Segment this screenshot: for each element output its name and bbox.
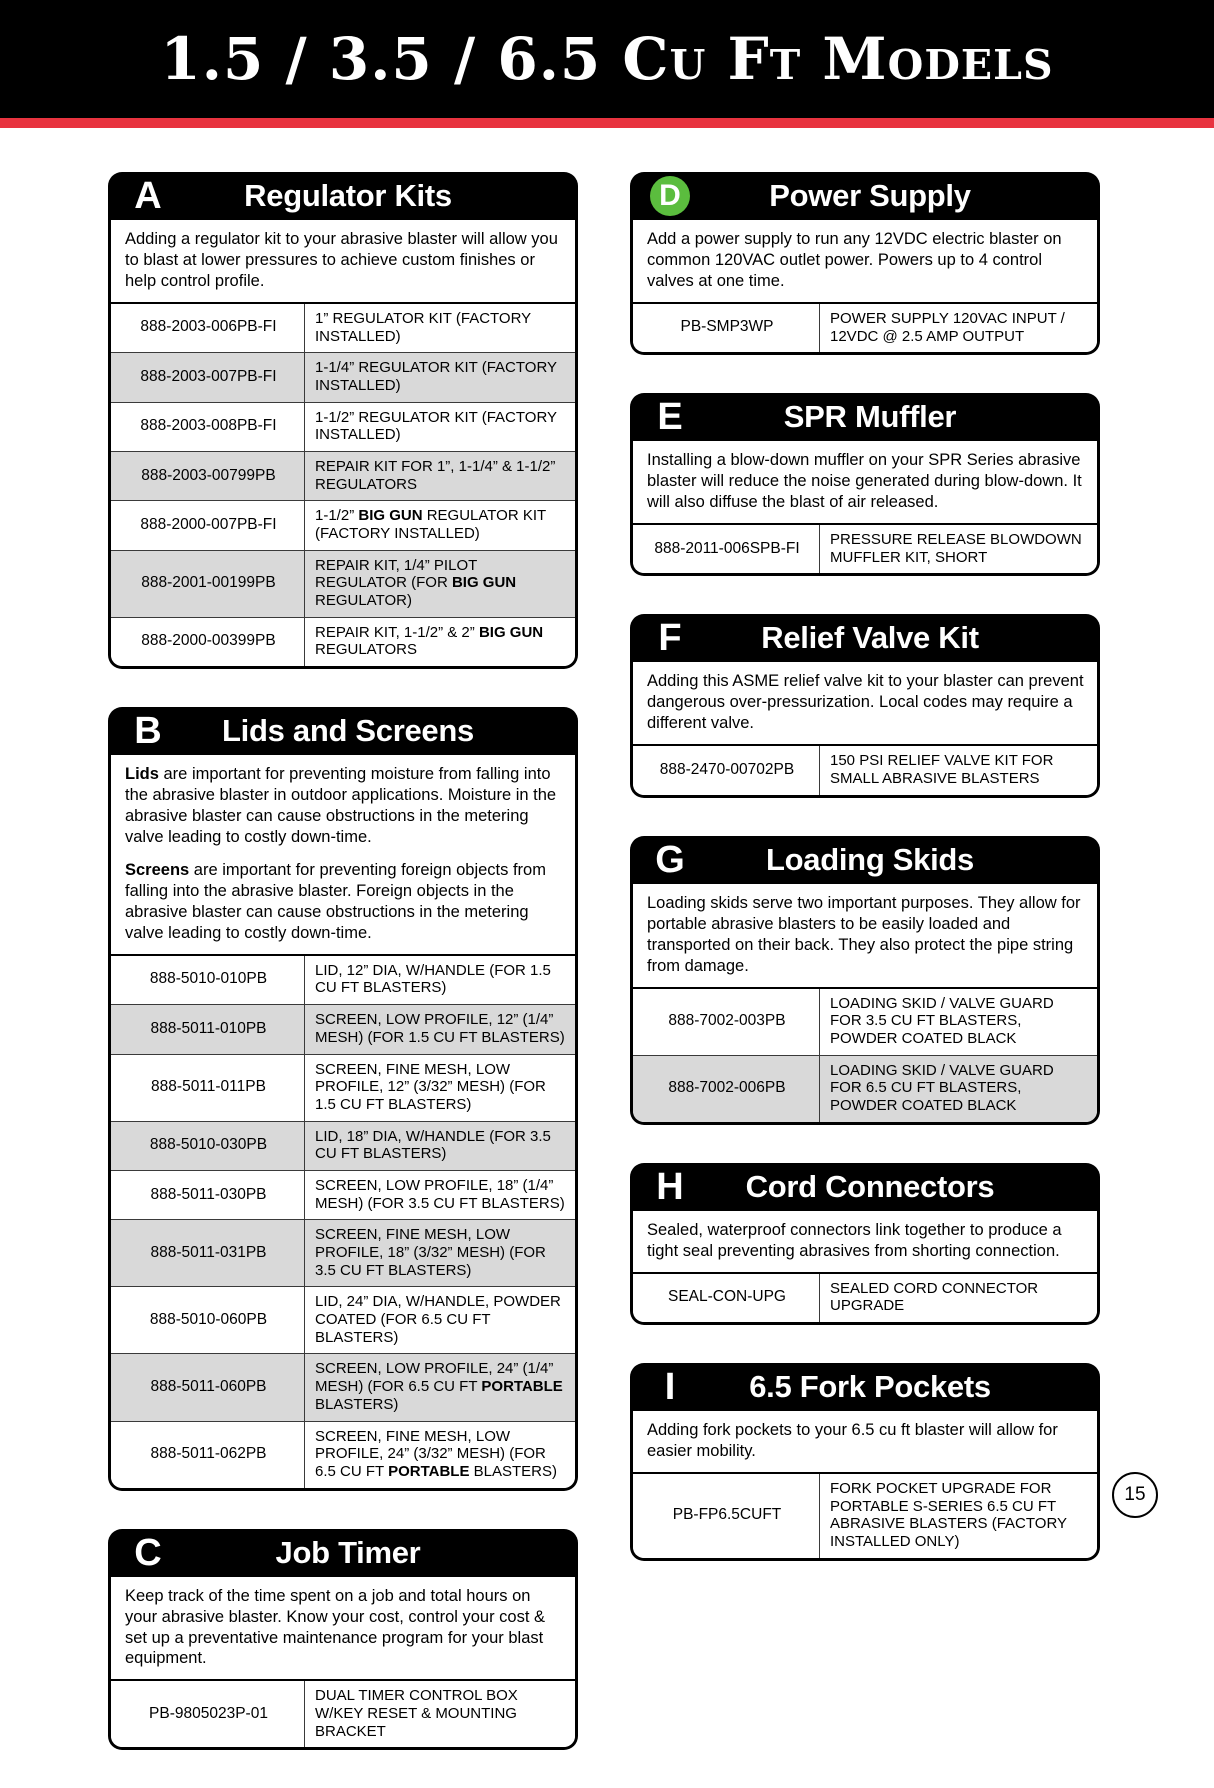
section-header [630,1163,1100,1211]
section-description [633,1211,1097,1274]
part-description-cell: 1” REGULATOR KIT (FACTORY INSTALLED) [305,304,576,353]
part-description-cell: REPAIR KIT, 1-1/2” & 2” BIG GUN REGULATORS [305,617,576,666]
part-description-cell: SCREEN, LOW PROFILE, 12” (1/4” MESH) (FOR 1.5 CU FT BLASTERS) [305,1005,576,1054]
part-description-cell: SCREEN, FINE MESH, LOW PROFILE, 24” (3/32” MESH) (FOR 6.5 CU FT PORTABLE BLASTERS) [305,1421,576,1488]
section-title: Cord Connectors [745,1168,995,1204]
section-title: Job Timer [275,1534,421,1570]
section-description [633,441,1097,525]
section-letter-g: G [655,838,685,881]
section-description [111,755,575,956]
section-description [111,1577,575,1682]
section-description [633,220,1097,304]
description-paragraph: Screens are important for preventing foreign objects from falling into the abrasive blaster. Foreign objects in the abrasive blaster can cause obstructions in the metering valve leading to costly down-time. [125,860,546,942]
table-row [111,1054,575,1121]
table-row [111,501,575,550]
part-description-cell: 1-1/2” BIG GUN REGULATOR KIT (FACTORY INSTALLED) [305,501,576,550]
section-title: Relief Valve Kit [761,620,979,656]
section-header [630,172,1100,220]
part-number-cell: 888-2003-006PB-FI [111,304,305,353]
description-paragraph: Lids are important for preventing moisture from falling into the abrasive blaster in outdoor applications. Moisture in the abrasive blaster can cause obstructions in the metering valve leading to costly down-time. [125,765,557,847]
parts-table [633,525,1097,573]
section-body [630,884,1100,1125]
section-body [108,220,578,669]
part-number-cell: 888-2003-00799PB [111,451,305,500]
right-column [630,172,1100,1788]
table-row [633,746,1097,794]
table-row [111,1287,575,1354]
part-number-cell: 888-2000-00399PB [111,617,305,666]
section-title: Regulator Kits [244,178,452,213]
section-title: SPR Muffler [783,399,957,435]
part-description-cell: LID, 12” DIA, W/HANDLE (FOR 1.5 CU FT BLASTERS) [305,956,576,1005]
section-letter-f: F [658,617,682,660]
section-body [630,441,1100,576]
part-number-cell: PB-9805023P-01 [111,1681,305,1747]
part-description-cell: REPAIR KIT FOR 1”, 1-1/4” & 1-1/2” REGULATORS [305,451,576,500]
table-row [633,1274,1097,1322]
left-column [108,172,578,1788]
part-number-cell: 888-2003-008PB-FI [111,402,305,451]
section-g [630,836,1100,1125]
part-number-cell: 888-5010-060PB [111,1287,305,1354]
section-description [633,884,1097,989]
part-description-cell: REPAIR KIT, 1/4” PILOT REGULATOR (FOR BIG GUN REGULATOR) [305,550,576,617]
page-title: 1.5 / 3.5 / 6.5 Cu Ft Models [160,25,1054,93]
section-header [630,836,1100,884]
part-number-cell: 888-5011-062PB [111,1421,305,1488]
section-header [108,1529,578,1577]
part-number-cell: 888-5011-011PB [111,1054,305,1121]
table-row [633,1055,1097,1122]
part-description-cell: SCREEN, LOW PROFILE, 18” (1/4” MESH) (FOR 3.5 CU FT BLASTERS) [305,1170,576,1219]
section-e [630,393,1100,576]
description-paragraph: Installing a blow-down muffler on your SPR Series abrasive blaster will reduce the noise generated during blow-down. It will also diffuse the blast of air released. [647,451,1082,512]
section-letter-e: E [657,396,683,439]
parts-table [111,304,575,666]
section-body [630,1411,1100,1561]
description-paragraph: Adding this ASME relief valve kit to your blaster can prevent dangerous over-pressurization. Local codes may require a different valve. [647,672,1084,733]
description-paragraph: Loading skids serve two important purposes. They allow for portable abrasive blasters to be easily loaded and transported on their back. They also protect the pipe string from damage. [647,893,1081,975]
section-body [630,220,1100,355]
table-row [111,1005,575,1054]
parts-table [633,746,1097,794]
part-description-cell: LOADING SKID / VALVE GUARD FOR 6.5 CU FT BLASTERS, POWDER COATED BLACK [820,1055,1098,1122]
part-description-cell: DUAL TIMER CONTROL BOX W/KEY RESET & MOUNTING BRACKET [305,1681,576,1747]
section-letter-c: C [134,1531,162,1574]
part-number-cell: 888-2470-00702PB [633,746,820,794]
table-row [111,1681,575,1747]
parts-table [633,1474,1097,1558]
part-description-cell: SEALED CORD CONNECTOR UPGRADE [820,1274,1098,1322]
parts-table [633,1274,1097,1322]
part-number-cell: 888-5011-060PB [111,1354,305,1421]
part-number-cell: 888-5011-030PB [111,1170,305,1219]
page-body [0,128,1214,1788]
table-row [111,353,575,402]
part-description-cell: SCREEN, FINE MESH, LOW PROFILE, 18” (3/32” MESH) (FOR 3.5 CU FT BLASTERS) [305,1220,576,1287]
section-body [108,1577,578,1751]
part-description-cell: 1-1/2” REGULATOR KIT (FACTORY INSTALLED) [305,402,576,451]
section-letter-badge: D [650,176,690,216]
section-title: 6.5 Fork Pockets [749,1368,991,1404]
part-description-cell: SCREEN, LOW PROFILE, 24” (1/4” MESH) (FOR 6.5 CU FT PORTABLE BLASTERS) [305,1354,576,1421]
section-b [108,707,578,1490]
section-header [108,707,578,755]
table-row [633,304,1097,352]
section-header [630,614,1100,662]
table-row [111,402,575,451]
section-header [630,1363,1100,1411]
section-c [108,1529,578,1751]
section-title: Lids and Screens [222,713,474,749]
part-number-cell: 888-5011-010PB [111,1005,305,1054]
table-row [111,1121,575,1170]
table-row [111,550,575,617]
part-number-cell: SEAL-CON-UPG [633,1274,820,1322]
description-paragraph: Add a power supply to run any 12VDC electric blaster on common 120VAC outlet power. Powers up to 4 control valves at one time. [647,230,1062,290]
parts-table [111,956,575,1488]
part-number-cell: 888-2001-00199PB [111,550,305,617]
section-title: Power Supply [769,178,971,213]
section-letter-a: A [134,175,162,217]
part-description-cell: 150 PSI RELIEF VALVE KIT FOR SMALL ABRASIVE BLASTERS [820,746,1098,794]
part-description-cell: PRESSURE RELEASE BLOWDOWN MUFFLER KIT, SHORT [820,525,1098,573]
section-body [630,1211,1100,1325]
part-description-cell: POWER SUPPLY 120VAC INPUT / 12VDC @ 2.5 AMP OUTPUT [820,304,1098,352]
table-row [633,1474,1097,1558]
parts-table [633,304,1097,352]
part-description-cell: FORK POCKET UPGRADE FOR PORTABLE S-SERIES 6.5 CU FT ABRASIVE BLASTERS (FACTORY INSTALLED ONLY) [820,1474,1098,1558]
table-row [111,451,575,500]
part-number-cell: 888-2011-006SPB-FI [633,525,820,573]
description-paragraph: Adding fork pockets to your 6.5 cu ft blaster will allow for easier mobility. [647,1420,1058,1460]
section-i [630,1363,1100,1561]
section-f [630,614,1100,797]
part-description-cell: LID, 24” DIA, W/HANDLE, POWDER COATED (FOR 6.5 CU FT BLASTERS) [305,1287,576,1354]
part-number-cell: 888-2000-007PB-FI [111,501,305,550]
part-number-cell: 888-2003-007PB-FI [111,353,305,402]
section-header [630,393,1100,441]
table-row [111,1170,575,1219]
part-number-cell: 888-7002-003PB [633,989,820,1056]
section-d [630,172,1100,355]
section-h [630,1163,1100,1325]
section-body [108,755,578,1490]
section-header [108,172,578,220]
table-row [111,304,575,353]
description-paragraph: Sealed, waterproof connectors link together to produce a tight seal preventing abrasives from shorting connection. [647,1220,1062,1260]
part-number-cell: 888-5011-031PB [111,1220,305,1287]
table-row [111,1421,575,1488]
table-row [111,1220,575,1287]
table-row [633,525,1097,573]
section-description [111,220,575,304]
page-header [0,0,1214,118]
parts-table [633,989,1097,1122]
table-row [111,617,575,666]
part-number-cell: PB-SMP3WP [633,304,820,352]
section-description [633,662,1097,746]
table-row [111,1354,575,1421]
table-row [111,956,575,1005]
part-number-cell: 888-7002-006PB [633,1055,820,1122]
part-description-cell: SCREEN, FINE MESH, LOW PROFILE, 12” (3/32” MESH) (FOR 1.5 CU FT BLASTERS) [305,1054,576,1121]
part-description-cell: LID, 18” DIA, W/HANDLE (FOR 3.5 CU FT BLASTERS) [305,1121,576,1170]
part-description-cell: 1-1/4” REGULATOR KIT (FACTORY INSTALLED) [305,353,576,402]
part-number-cell: 888-5010-030PB [111,1121,305,1170]
section-letter-d [648,176,692,216]
part-number-cell: 888-5010-010PB [111,956,305,1005]
parts-table [111,1681,575,1747]
section-letter-b: B [134,710,162,753]
section-body [630,662,1100,797]
section-description [633,1411,1097,1474]
part-number-cell: PB-FP6.5CUFT [633,1474,820,1558]
table-row [633,989,1097,1056]
description-paragraph: Keep track of the time spent on a job and total hours on your abrasive blaster. Know your cost, control your cost & set up a preventative maintenance program for your blast equipment. [125,1586,546,1668]
section-a [108,172,578,669]
header-accent-rule [0,118,1214,128]
page-number: 15 [1112,1472,1158,1518]
description-paragraph: Adding a regulator kit to your abrasive blaster will allow you to blast at lower pressures to achieve custom finishes or help control profile. [125,230,558,290]
section-letter-i: I [664,1365,676,1408]
section-letter-h: H [656,1165,684,1208]
section-title: Loading Skids [766,841,974,877]
part-description-cell: LOADING SKID / VALVE GUARD FOR 3.5 CU FT BLASTERS, POWDER COATED BLACK [820,989,1098,1056]
